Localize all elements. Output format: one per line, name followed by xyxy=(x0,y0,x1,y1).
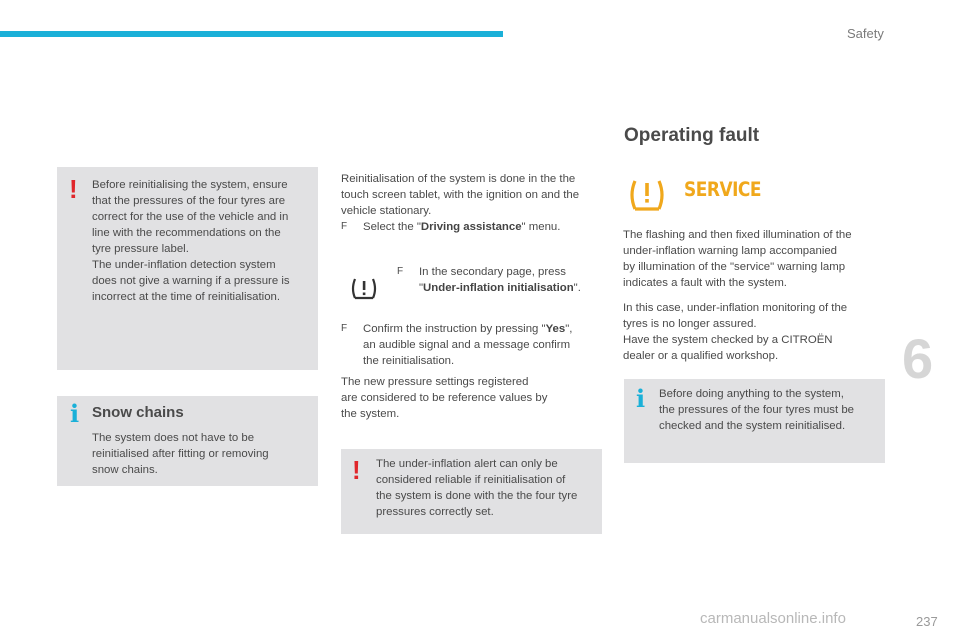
info-text xyxy=(659,386,881,434)
snow-chains-content xyxy=(92,404,314,478)
snow-chains-box xyxy=(57,396,318,486)
step2-post: ". xyxy=(573,282,581,294)
warning-text xyxy=(92,177,314,305)
fault-line: dealer or a qualified workshop. xyxy=(623,350,779,362)
tyre-warning-lamp-icon xyxy=(627,175,667,215)
watermark: carmanualsonline.info xyxy=(700,610,846,627)
driving-assistance-label: Driving assistance xyxy=(420,221,522,233)
info-line: the pressures of the four tyres must be xyxy=(659,404,854,416)
step2-line2 xyxy=(397,280,597,296)
warning-line: Before reinitialising the system, ensure xyxy=(92,179,288,191)
new-pressure-line: the system. xyxy=(341,408,400,420)
step3-line: an audible signal and a message confirm xyxy=(363,339,571,351)
step3-line: the reinitialisation. xyxy=(363,355,455,367)
step3-pre: Confirm the instruction by pressing " xyxy=(363,323,546,335)
warning-line: does not give a warning if a pressure is xyxy=(92,275,290,287)
bullet-mark: F xyxy=(397,266,404,277)
step3-line1 xyxy=(341,321,611,337)
page-number: 237 xyxy=(916,614,938,629)
fault-line: In this case, under-inflation monitoring of the xyxy=(623,302,848,314)
fault-line: indicates a fault with the system. xyxy=(623,277,787,289)
info-line: Before doing anything to the system, xyxy=(659,388,844,400)
new-pressure-text xyxy=(341,374,611,422)
alert-line: considered reliable if reinitialisation of xyxy=(376,474,566,486)
intro-text xyxy=(341,171,611,235)
under-inflation-initialisation-label: Under-inflation initialisation xyxy=(423,282,574,294)
exclamation-warning-icon: ! xyxy=(69,174,78,204)
warning-line: line with the recommendations on the xyxy=(92,227,281,239)
step2-pre: " xyxy=(419,282,424,294)
warning-line: that the pressures of the four tyres are xyxy=(92,195,286,207)
exclamation-warning-icon: ! xyxy=(352,455,361,485)
service-lamp-label: SERVICE xyxy=(684,178,762,202)
warning-line: The under-inflation detection system xyxy=(92,259,276,271)
fault-paragraph-2 xyxy=(623,300,888,364)
warning-line: correct for the use of the vehicle and in xyxy=(92,211,289,223)
info-icon: i xyxy=(636,384,646,413)
intro-line: touch screen tablet, with the ignition on and the xyxy=(341,189,580,201)
step1-pre: Select the " xyxy=(363,221,421,233)
fault-line: by illumination of the "service" warning lamp xyxy=(623,261,846,273)
header-accent-bar xyxy=(0,31,503,37)
step-secondary-page xyxy=(397,264,597,296)
bullet-mark: F xyxy=(341,323,348,334)
info-icon: i xyxy=(70,399,80,428)
snow-line: snow chains. xyxy=(92,464,158,476)
alert-line: The under-inflation alert can only be xyxy=(376,458,558,470)
fault-paragraph-1 xyxy=(623,227,888,291)
step3-post: ", xyxy=(565,323,573,335)
snow-chains-title: Snow chains xyxy=(92,404,184,421)
fault-line: tyres is no longer assured. xyxy=(623,318,757,330)
snow-line: reinitialised after fitting or removing xyxy=(92,448,269,460)
step2-text: In the secondary page, press xyxy=(419,266,566,278)
fault-line: The flashing and then fixed illumination of the xyxy=(623,229,852,241)
snow-line: The system does not have to be xyxy=(92,432,255,444)
fault-line: under-inflation warning lamp accompanied xyxy=(623,245,838,257)
step-select-menu xyxy=(341,219,611,235)
section-title: Safety xyxy=(847,26,884,41)
warning-line: tyre pressure label. xyxy=(92,243,189,255)
fault-line: Have the system checked by a CITROËN xyxy=(623,334,833,346)
tyre-pressure-icon xyxy=(350,275,378,303)
intro-line: Reinitialisation of the system is done in the the xyxy=(341,173,576,185)
step-confirm xyxy=(341,321,611,369)
new-pressure-line: The new pressure settings registered xyxy=(341,376,529,388)
info-line: checked and the system reinitialised. xyxy=(659,420,846,432)
info-box xyxy=(624,379,885,463)
operating-fault-title: Operating fault xyxy=(624,125,760,146)
intro-line: vehicle stationary. xyxy=(341,205,432,217)
alert-text xyxy=(376,456,598,520)
step2-line1 xyxy=(397,264,597,280)
warning-line: incorrect at the time of reinitialisation. xyxy=(92,291,281,303)
new-pressure-line: are considered to be reference values by xyxy=(341,392,548,404)
warning-box xyxy=(57,167,318,370)
step1-post: " menu. xyxy=(521,221,561,233)
alert-line: pressures correctly set. xyxy=(376,506,494,518)
alert-line: the system is done with the the four tyre xyxy=(376,490,578,502)
bullet-mark: F xyxy=(341,221,348,232)
yes-label: Yes xyxy=(545,323,566,335)
alert-box xyxy=(341,449,602,534)
chapter-number: 6 xyxy=(902,327,934,390)
